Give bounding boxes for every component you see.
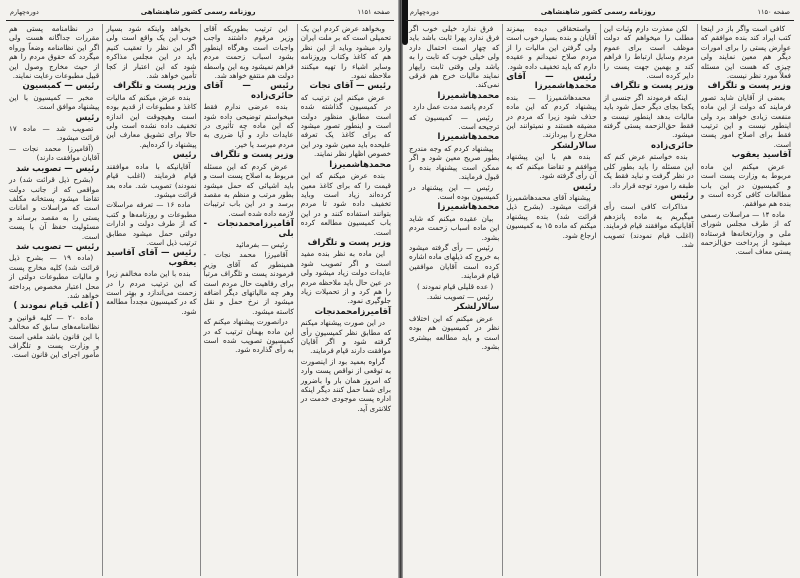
speaker-heading: محمدهاشمیرزا xyxy=(329,159,391,170)
paragraph: فرق ندارد خیلی خوب اگر فرق ندارد پهرا ثابت باشد باید که چهار است احتمال دارد ولی خیلی خوب که تابت را به یاشد ولی وقتی ثابت راپهار نمایند مالیات خرج هم فرقی نمی‌کند. xyxy=(409,24,500,90)
paragraph: ماده ۲۰ — کلیه قوانین و نظامنامه‌های سابق که مخالف با این قانون باشد ملغی است و وزارت پست و تلگراف مأمور اجرای این قانون است. xyxy=(9,312,100,360)
speaker-heading: رئیس — آقای محمدهاشمیرزا xyxy=(506,72,597,92)
paragraph: در نظامنامه پستی هم مقررات جداگانه هست ولی اگر این نظامنامه وضعاً ورواه میگردد که حقوق مردم را هم از حیث مخارج وصول این قبیل مطبوعات رعایت نمایند. xyxy=(9,24,100,81)
paragraph: درانصورت پیشنهاد میکنم که این ماده بهمان ترتیب که در کمیسیون تصویب شده است به رأی گذارده شود. xyxy=(203,317,294,355)
session-label: دوره‌چهارم xyxy=(10,8,39,16)
paragraph: ماده ۱۴ — مراسلات رسمی که از طرف مجلس شورای ملی و وزارتخانه‌ها فرستاده میشود از پرداخت حق‌الزحمه پستی معاف است. xyxy=(700,209,791,257)
header-rule xyxy=(406,20,794,21)
speaker-heading: وزیر پست و تلگراف xyxy=(707,81,791,92)
paragraph: کافی است واگر باز در اینجا کتب ایراد کند بنده موافقم که عوارض پستی را برای امورات دیگر هم معین نمایند ولی چیزی که هست این مسئله فعلاً مورد نظر نیست. xyxy=(700,24,791,81)
speaker-heading: محمدهاشمیرزا xyxy=(437,202,500,213)
speaker-heading: وزیر پست و تلگراف xyxy=(307,237,391,248)
session-label: دوره‌چهارم xyxy=(410,8,439,16)
paragraph: عرض میکنم این ترتیب که در کمیسیون گذاشته شده است مطابق منظور دولت است و اینطور تصور میشود که برای کاغذ یک تعرفه علیحده باید معین شود ودر این خصوص اظهار نظر نمایند. xyxy=(300,92,391,159)
paragraph: مذاکرات کافی است رأی میگیریم به ماده پانزدهم آقایانیکه موافقند قیام فرمایند. (اغلب قیام نمودند) تصویب شد. xyxy=(603,202,694,249)
speaker-heading: آقامیرزامحمدنجات - بلی xyxy=(203,219,294,239)
speaker-heading: رئیس xyxy=(670,190,694,201)
paragraph: بعضی از آقایان شاید تصور فرمایند که دولت از این ماده منفعت زیادی خواهد برد ولی اینطور نیست و این ترتیب فقط برای اصلاح امور پست است. xyxy=(700,92,791,149)
paragraph: بنده خواستم عرض کنم که این مسئله را باید بطور کلی در نظر گرفت و نباید فقط یک طبقه را مورد توجه قرار داد. xyxy=(603,152,694,190)
paragraph: اینکه فرمودند اگر جنسی از یکجا بجای دیگر حمل شود باید مالیات بدهد اینطور نیست و فقط حق‌الزحمه پستی گرفته میشود. xyxy=(603,92,694,140)
paragraph: بیان عقیده میکنم که شاید این ماده اسباب زحمت مردم بشود. xyxy=(409,213,500,242)
paragraph: پیشنهاد آقای محمدهاشمیرزا قرائت میشود. (بشرح ذیل قرائت شد) بنده پیشنهاد میکنم که ماده ۱۵ به کمیسیون ارجاع شود. xyxy=(506,192,597,240)
speaker-heading: سالارلشکر xyxy=(551,140,597,151)
speaker-heading: آقامیرزامحمدنجات xyxy=(314,306,391,317)
paragraph: واستحقاقی دیده بیمزند آقایان و بنده بسیار خوب است ولی گرفتن این مالیات را از مردم صلاح نمیدانم و عقیده دارم که باید تخفیف داده شود. xyxy=(506,24,597,71)
paragraph: رئیس — رأی گرفته میشود به خروج که ذیلهای ماده اشاره کرده است آقایان موافقین قیام فرمایند. xyxy=(409,242,500,281)
page-number: صفحه ۱۱۵۱ xyxy=(357,8,390,16)
text-column xyxy=(600,24,697,576)
speaker-heading: محمدهاشمیرزا xyxy=(437,90,500,101)
paragraph: (بشرح ذیل قرائت شد) در مواقعی که از جانب دولت تقاضا میشود پستخانه مکلف است که مراسلات و امانات پستی را به مقصد برساند و مسئولیت حفظ آن با پست است. xyxy=(9,175,100,241)
paragraph: تصویب شد — ماده ۱۷ قرائت میشود. xyxy=(9,124,100,143)
paragraph: وبخواهد عرض کردم این یک تحمیلی است که بر ملت ایران وارد میشود وباید از این نظر هم که کاغذ وکتاب وروزنامه وسایر اشیاء را تهیه میکنند ملاحظه نمود. xyxy=(300,24,391,81)
paragraph: بنده با این ماده مخالفم زیرا که این ترتیب مردم را در زحمت می‌اندازد و بهتر است که در کمیسیون مجدداً مطالعه شود. xyxy=(106,269,197,316)
speaker-heading: وزیر پست و تلگراف xyxy=(210,150,294,161)
paragraph: عرض میکنم این ماده مربوط به وزارت پست است و کمیسیون در این باب مطالعات کافی کرده است و بنده هم موافقم. xyxy=(700,161,791,209)
text-column xyxy=(406,24,502,576)
speaker-heading: رئیس — کمیسیون xyxy=(22,81,100,92)
text-column xyxy=(697,24,794,576)
text-column xyxy=(102,24,199,576)
paragraph: لکن معذرت دارم وثبات این مطلب را میخواهم که دولت موظف است برای عموم مردم وسایل ارتباط را فراهم کند و بهمین جهت پست را دایر کرده است. xyxy=(603,24,694,81)
paragraph: عرض میکنم که این اختلاف نظر در کمیسیون هم بوده است و باید مطالعه بیشتری بشود. xyxy=(409,313,500,351)
paragraph: این ماده به نظر بنده مفید است و اگر تصویب شود عایدات دولت زیاد میشود ولی در عین حال باید ملاحظه مردم را هم کرد و از تحمیلات زیاد جلوگیری نمود. xyxy=(300,249,391,306)
paragraph: مخبر — کمیسیون با این پیشنهاد موافق است. xyxy=(9,92,100,112)
paragraph: بخواهد واینکه شود بسیار خوب این یک واقع است ولی اگر این نظر را تعقیب کنیم باید در این مجلس مذاکره شود که این اعتبار از کجا تأمین خواهد شد. xyxy=(106,24,197,81)
text-column xyxy=(200,24,297,576)
speaker-heading: رئیس — آقای حائری‌زاده xyxy=(203,81,294,101)
speaker-heading: رئیس — آقای آقاسید یعقوب xyxy=(106,248,197,268)
paragraph: بنده عرض میکنم که این قیمت را که برای کاغذ معین کرده‌اند زیاد است وباید تخفیف داده شود تا مردم بتوانند استفاده کنند و در این باب کمیسیون مطالعه کرده است. xyxy=(300,171,391,237)
paragraph: (ماده ۱۹ — بشرح ذیل قرائت شد) کلیه مخارج پست و مالیات مطبوعات دولتی از محل اعتبار مخصوص پرداخته خواهد شد. xyxy=(9,253,100,300)
paragraph: آقامیرزا محمد نجات - همینطور که آقای وزیر فرمودند پست و تلگراف مرتباً برای رفاهیت حال مردم است وهر چه مالیاتهای دیگر اضافه میشود از نرخ حمل و نقل کاسته میشود. xyxy=(203,250,294,316)
paragraph: گراوه بعمید بود از اینصورت به توقعی از نواقص پست وارد که امروز همان بار وا باضرور برای شما حمل کنند دیگر اینکه اداره پست موجودی خدمت در کلانتری آید. xyxy=(300,356,391,413)
paragraph: کردم پانصد مدت عمل دارد xyxy=(412,102,494,112)
header-rule xyxy=(6,20,394,21)
page-header xyxy=(10,6,390,18)
paragraph: پیشنهاد کردم که وجه مندرج بطور صریح معین شود و اگر ممکن است پیشنهاد بنده را قبول فرمایند. xyxy=(409,143,500,182)
text-column xyxy=(502,24,599,576)
paragraph: این ترتیب بطوریکه آقای وزیر مرقوم داشتند واجب واجبات است وهرگاه اینطور بشود اسباب زحمت مردم فراهم نمیشود وبه این واسطه دولت هم منتفع خواهد شد. xyxy=(203,24,294,81)
speaker-heading: رئیس xyxy=(75,112,100,123)
speaker-heading: محمدهاشمیرزا xyxy=(437,132,500,143)
paragraph: بنده عرضی ندارم فقط میخواستم توضیحی داده شود که این ماده چه تأثیری در عایدات دارد و آیا ضرری به مردم میرسد یا خیر. xyxy=(203,102,294,149)
paragraph: (آقامیرزا محمد نجات — آقایان موافقت دارند) xyxy=(9,143,100,163)
text-columns xyxy=(6,24,394,576)
speaker-heading: ( اغلب قیام نمودند ) xyxy=(13,301,100,312)
text-column xyxy=(6,24,102,576)
speaker-heading: رئیس — تصویب شد xyxy=(15,241,100,252)
speaker-heading: آقاسید یعقوب xyxy=(731,150,791,161)
text-columns xyxy=(406,24,794,576)
speaker-heading: سالارلشکر xyxy=(454,302,500,313)
paragraph: در این صورت پیشنهاد میکنم که مطابق نظر کمیسیون رأی گرفته شود و اگر آقایان موافقت دارند قیام فرمایند. xyxy=(300,318,391,356)
paragraph: عرض کردم که این مسئله مربوط به اصلاح پست است و باید اشیائی که حمل میشود بطور مرتب و منظم به مقصد برسد و در این باب ترتیبات لازمه داده شده است. xyxy=(203,161,294,218)
paragraph: رئیس — تصویب نشد. xyxy=(426,291,494,301)
page-number: صفحه ۱۱۵۰ xyxy=(757,8,790,16)
speaker-heading: رئیس — آقای تجات xyxy=(309,81,391,92)
paragraph: ( عده قلیلی قیام نمودند ) xyxy=(416,281,494,291)
speaker-heading: وزیر پست و تلگراف xyxy=(113,81,197,92)
paragraph: رئیس — کمیسیون که ترجیحه است. xyxy=(409,112,500,132)
text-column xyxy=(297,24,394,576)
speaker-heading: رئیس — تصویب شد xyxy=(15,163,100,174)
paragraph: رئیس — این پیشنهاد در کمیسیون بوده است. xyxy=(409,182,500,201)
paragraph: بنده عرض میکنم که مالیات کاغذ و مطبوعات از قدیم بوده است وهیچوقت این اندازه تخفیف داده نشده است ولی حالا برای تشویق معارف این پیشنهاد را کرده‌ایم. xyxy=(106,92,197,149)
newspaper-title: روزنامه رسمی کشور شاهنشاهی xyxy=(140,8,256,16)
paragraph: محمدهاشمیرزا — بنده پیشنهاد کردم که این ماده حذف شود زیرا که مردم در مضیقه هستند و نمیتوانند این مخارج را بپردازند. xyxy=(506,92,597,140)
speaker-heading: رئیس xyxy=(172,150,197,161)
paragraph: ماده ۱۶ — تعرفه مراسلات مطبوعات و روزنامه‌ها و کتب که از طرف دولت و ادارات دولتی حمل میشود مطابق ترتیب ذیل است. xyxy=(106,200,197,247)
newspaper-title: روزنامه رسمی کشور شاهنشاهی xyxy=(540,8,656,16)
speaker-heading: وزیر پست و تلگراف xyxy=(610,81,694,92)
right-page xyxy=(400,0,800,578)
speaker-heading: رئیس xyxy=(572,181,597,192)
paragraph: بنده هم با این پیشنهاد موافقم و تقاضا میکنم که به آن رأی گرفته شود. xyxy=(506,152,597,181)
paragraph: رئیس — بفرمائید xyxy=(235,239,288,249)
page-header xyxy=(410,6,790,18)
speaker-heading: حائری‌زاده xyxy=(650,140,694,151)
paragraph: آقایانیکه با ماده موافقند قیام فرمایند (اغلب قیام نمودند) تصویب شد. ماده بعد قرائت میشود. xyxy=(106,161,197,199)
